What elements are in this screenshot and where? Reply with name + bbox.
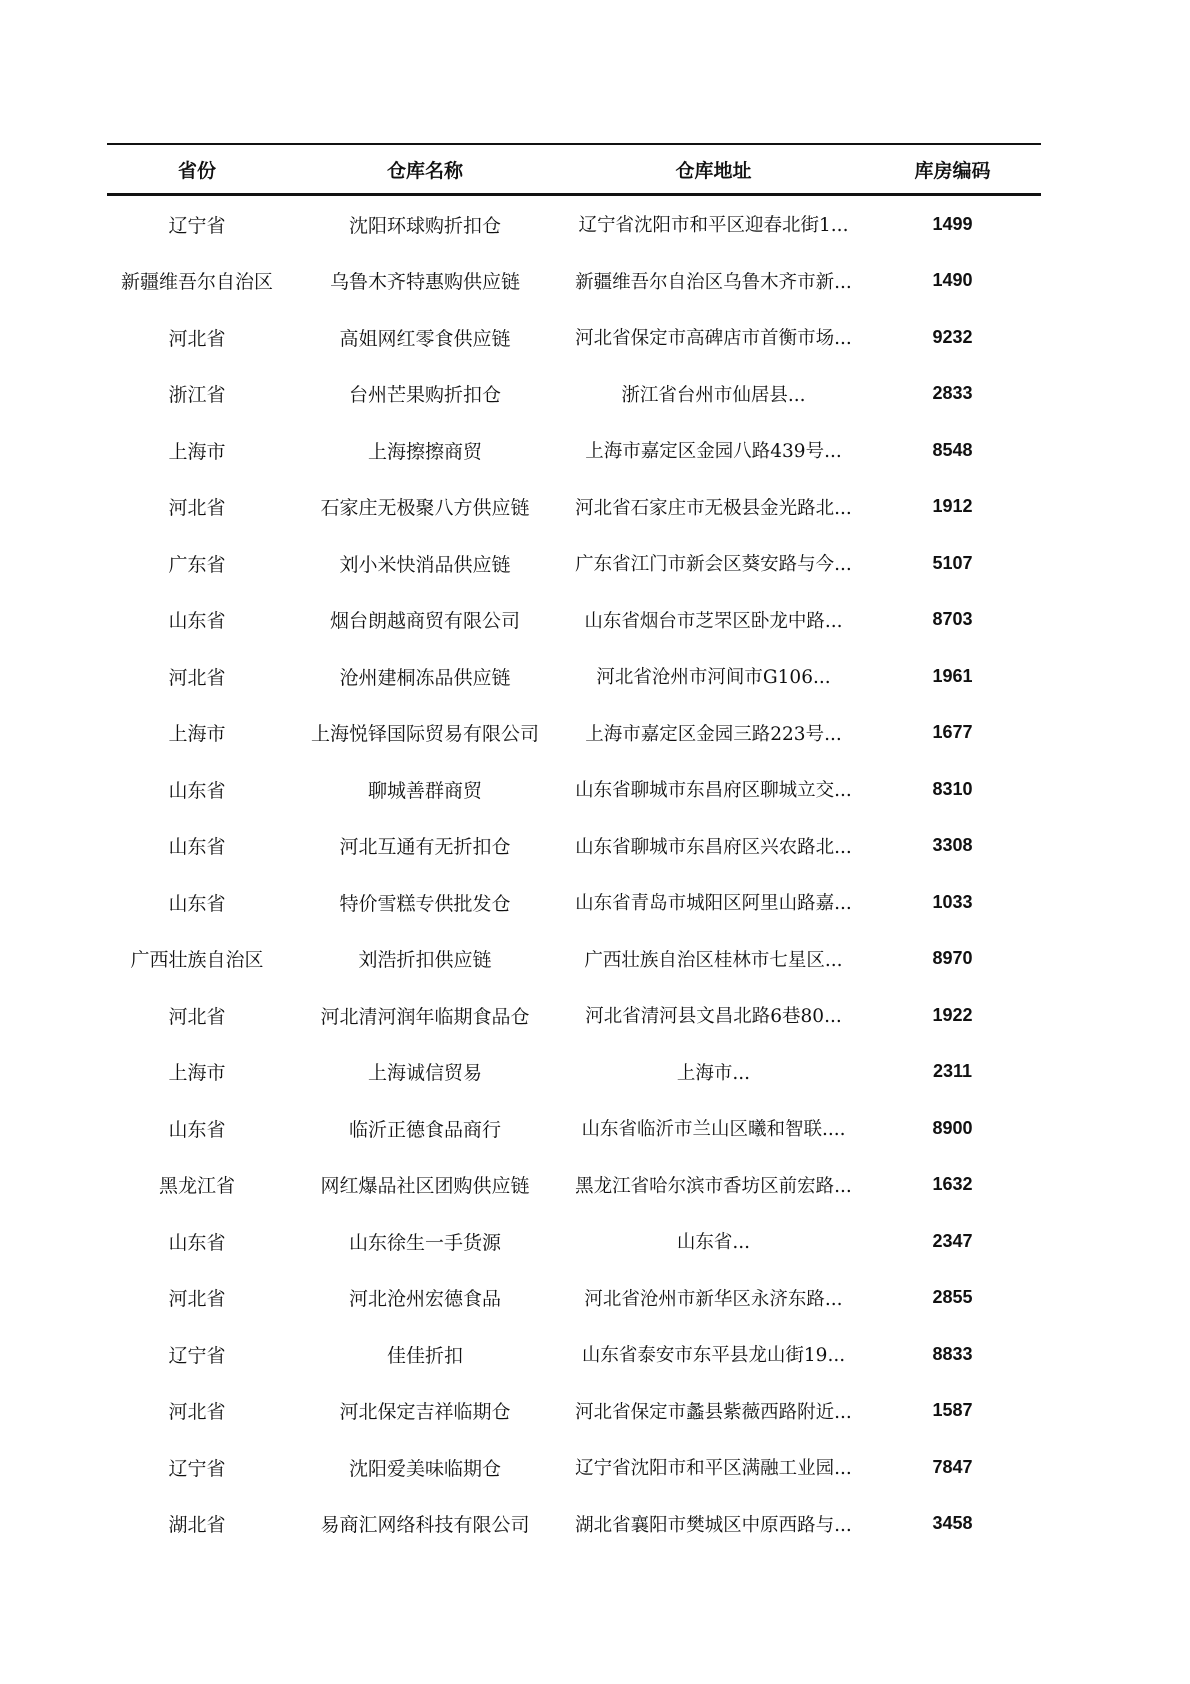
cell-warehouse-name: 烟台朗越商贸有限公司 — [329, 610, 520, 633]
cell-storage-code: 8310 — [932, 778, 973, 799]
cell-storage-code: 1677 — [932, 722, 973, 743]
cell-province: 河北省 — [168, 1288, 226, 1311]
cell-warehouse-address: 广西壮族自治区桂林市七星区... — [584, 949, 843, 971]
cell-province: 上海市 — [168, 723, 226, 746]
cell-warehouse-address: 山东省聊城市东昌府区兴农路北... — [575, 836, 852, 858]
table-row — [107, 309, 1041, 366]
cell-storage-code: 2855 — [932, 1287, 973, 1308]
table-row — [107, 705, 1041, 762]
header-warehouse-address: 仓库地址 — [563, 144, 864, 195]
cell-warehouse-name: 石家庄无极聚八方供应链 — [320, 497, 530, 520]
table-row — [107, 1270, 1041, 1327]
cell-storage-code: 8970 — [932, 948, 973, 969]
cell-storage-code: 1922 — [932, 1004, 973, 1025]
cell-warehouse-name: 上海擦擦商贸 — [367, 440, 482, 463]
header-province: 省份 — [107, 144, 287, 195]
cell-storage-code: 8900 — [932, 1117, 973, 1138]
cell-warehouse-name: 河北沧州宏德食品 — [348, 1288, 501, 1311]
cell-storage-code: 1912 — [932, 496, 973, 517]
cell-province: 河北省 — [168, 497, 226, 520]
cell-province: 山东省 — [168, 1231, 226, 1254]
cell-warehouse-name: 河北互通有无折扣仓 — [339, 836, 511, 859]
cell-warehouse-address: 河北省石家庄市无极县金光路北... — [575, 497, 852, 519]
table-header — [107, 144, 1041, 195]
cell-province: 山东省 — [168, 1118, 226, 1141]
cell-storage-code: 1033 — [932, 891, 973, 912]
cell-warehouse-address: 山东省... — [676, 1232, 751, 1254]
table-row — [107, 874, 1041, 931]
cell-warehouse-address: 河北省保定市蠡县紫薇西路附近... — [575, 1401, 852, 1423]
cell-warehouse-name: 沧州建桐冻品供应链 — [339, 666, 511, 689]
cell-province: 上海市 — [168, 440, 226, 463]
table-body — [107, 195, 1041, 1553]
cell-warehouse-name: 上海悦铎国际贸易有限公司 — [310, 723, 539, 746]
cell-warehouse-address: 河北省沧州市河间市G106... — [596, 667, 831, 689]
cell-warehouse-name: 聊城善群商贸 — [367, 779, 482, 802]
cell-warehouse-address: 广东省江门市新会区葵安路与今... — [575, 554, 852, 576]
table-row — [107, 818, 1041, 875]
table-row — [107, 535, 1041, 592]
table-row — [107, 592, 1041, 649]
cell-province: 新疆维吾尔自治区 — [120, 271, 273, 294]
cell-warehouse-name: 网红爆品社区团购供应链 — [320, 1175, 530, 1198]
cell-storage-code: 2833 — [932, 383, 973, 404]
table-row — [107, 479, 1041, 536]
warehouse-table-container — [107, 143, 1041, 1552]
table-row — [107, 648, 1041, 705]
table-row — [107, 1044, 1041, 1101]
cell-warehouse-address: 新疆维吾尔自治区乌鲁木齐市新... — [575, 271, 852, 293]
cell-warehouse-address: 山东省烟台市芝罘区卧龙中路... — [584, 610, 843, 632]
table-row — [107, 1439, 1041, 1496]
cell-storage-code: 9232 — [932, 326, 973, 347]
cell-province: 广西壮族自治区 — [130, 949, 264, 972]
cell-warehouse-address: 山东省青岛市城阳区阿里山路嘉... — [575, 893, 852, 915]
table-row — [107, 195, 1041, 253]
cell-warehouse-name: 台州芒果购折扣仓 — [348, 384, 501, 407]
cell-province: 湖北省 — [168, 1514, 226, 1537]
cell-province: 山东省 — [168, 610, 226, 633]
cell-storage-code: 1490 — [932, 270, 973, 291]
table-row — [107, 1213, 1041, 1270]
table-row — [107, 761, 1041, 818]
table-row — [107, 253, 1041, 310]
cell-warehouse-address: 山东省泰安市东平县龙山街19... — [581, 1345, 846, 1367]
cell-warehouse-address: 山东省聊城市东昌府区聊城立交... — [575, 780, 852, 802]
cell-warehouse-address: 上海市嘉定区金园八路439号... — [585, 441, 842, 463]
cell-warehouse-address: 辽宁省沈阳市和平区满融工业园... — [575, 1458, 852, 1480]
cell-warehouse-name: 乌鲁木齐特惠购供应链 — [329, 271, 520, 294]
cell-warehouse-address: 河北省保定市高碑店市首衡市场... — [575, 328, 852, 350]
table-header-row — [107, 144, 1041, 195]
cell-storage-code: 3458 — [932, 1513, 973, 1534]
cell-province: 上海市 — [168, 1062, 226, 1085]
cell-province: 山东省 — [168, 836, 226, 859]
cell-warehouse-name: 山东徐生一手货源 — [348, 1231, 501, 1254]
table-row — [107, 1326, 1041, 1383]
table-row — [107, 987, 1041, 1044]
table-row — [107, 1383, 1041, 1440]
cell-province: 辽宁省 — [168, 1344, 226, 1367]
cell-storage-code: 1499 — [932, 213, 973, 234]
cell-province: 浙江省 — [168, 384, 226, 407]
cell-province: 辽宁省 — [168, 214, 226, 237]
cell-province: 河北省 — [168, 1005, 226, 1028]
cell-province: 黑龙江省 — [158, 1175, 235, 1198]
cell-province: 山东省 — [168, 892, 226, 915]
table-row — [107, 422, 1041, 479]
cell-storage-code: 5107 — [932, 552, 973, 573]
cell-warehouse-address: 辽宁省沈阳市和平区迎春北街1... — [578, 215, 849, 237]
warehouse-table — [107, 143, 1041, 1552]
cell-warehouse-name: 刘浩折扣供应链 — [358, 949, 492, 972]
cell-warehouse-address: 黑龙江省哈尔滨市香坊区前宏路... — [575, 1175, 852, 1197]
header-storage-code: 库房编码 — [864, 144, 1041, 195]
cell-warehouse-name: 河北保定吉祥临期仓 — [339, 1401, 511, 1424]
table-row — [107, 1496, 1041, 1553]
cell-province: 河北省 — [168, 1401, 226, 1424]
cell-warehouse-address: 河北省沧州市新华区永济东路... — [584, 1288, 843, 1310]
cell-storage-code: 1587 — [932, 1400, 973, 1421]
cell-warehouse-address: 上海市嘉定区金园三路223号... — [585, 723, 842, 745]
cell-warehouse-address: 湖北省襄阳市樊城区中原西路与... — [575, 1514, 852, 1536]
cell-warehouse-name: 上海诚信贸易 — [367, 1062, 482, 1085]
cell-warehouse-name: 临沂正德食品商行 — [348, 1118, 501, 1141]
cell-warehouse-name: 沈阳爱美味临期仓 — [348, 1457, 501, 1480]
cell-storage-code: 8548 — [932, 439, 973, 460]
cell-province: 辽宁省 — [168, 1457, 226, 1480]
cell-storage-code: 2311 — [932, 1061, 973, 1082]
table-row — [107, 366, 1041, 423]
table-row — [107, 1157, 1041, 1214]
cell-storage-code: 2347 — [932, 1230, 973, 1251]
cell-warehouse-name: 刘小米快消品供应链 — [339, 553, 511, 576]
cell-province: 山东省 — [168, 779, 226, 802]
cell-storage-code: 7847 — [932, 1456, 973, 1477]
cell-warehouse-name: 易商汇网络科技有限公司 — [320, 1514, 530, 1537]
cell-storage-code: 1632 — [932, 1174, 973, 1195]
cell-province: 广东省 — [168, 553, 226, 576]
cell-warehouse-address: 山东省临沂市兰山区曦和智联.... — [581, 1119, 846, 1141]
cell-warehouse-name: 沈阳环球购折扣仓 — [348, 214, 501, 237]
cell-warehouse-name: 佳佳折扣 — [386, 1344, 463, 1367]
cell-warehouse-name: 高姐网红零食供应链 — [339, 327, 511, 350]
cell-storage-code: 1961 — [932, 665, 973, 686]
cell-province: 河北省 — [168, 666, 226, 689]
cell-storage-code: 8833 — [932, 1343, 973, 1364]
cell-warehouse-address: 上海市... — [676, 1062, 751, 1084]
table-row — [107, 1100, 1041, 1157]
cell-warehouse-address: 浙江省台州市仙居县... — [621, 384, 806, 406]
cell-warehouse-name: 河北清河润年临期食品仓 — [320, 1005, 530, 1028]
cell-storage-code: 3308 — [932, 835, 973, 856]
cell-storage-code: 8703 — [932, 609, 973, 630]
table-row — [107, 931, 1041, 988]
cell-warehouse-address: 河北省清河县文昌北路6巷80... — [585, 1006, 842, 1028]
cell-province: 河北省 — [168, 327, 226, 350]
cell-warehouse-name: 特价雪糕专供批发仓 — [339, 892, 511, 915]
header-warehouse-name: 仓库名称 — [287, 144, 563, 195]
